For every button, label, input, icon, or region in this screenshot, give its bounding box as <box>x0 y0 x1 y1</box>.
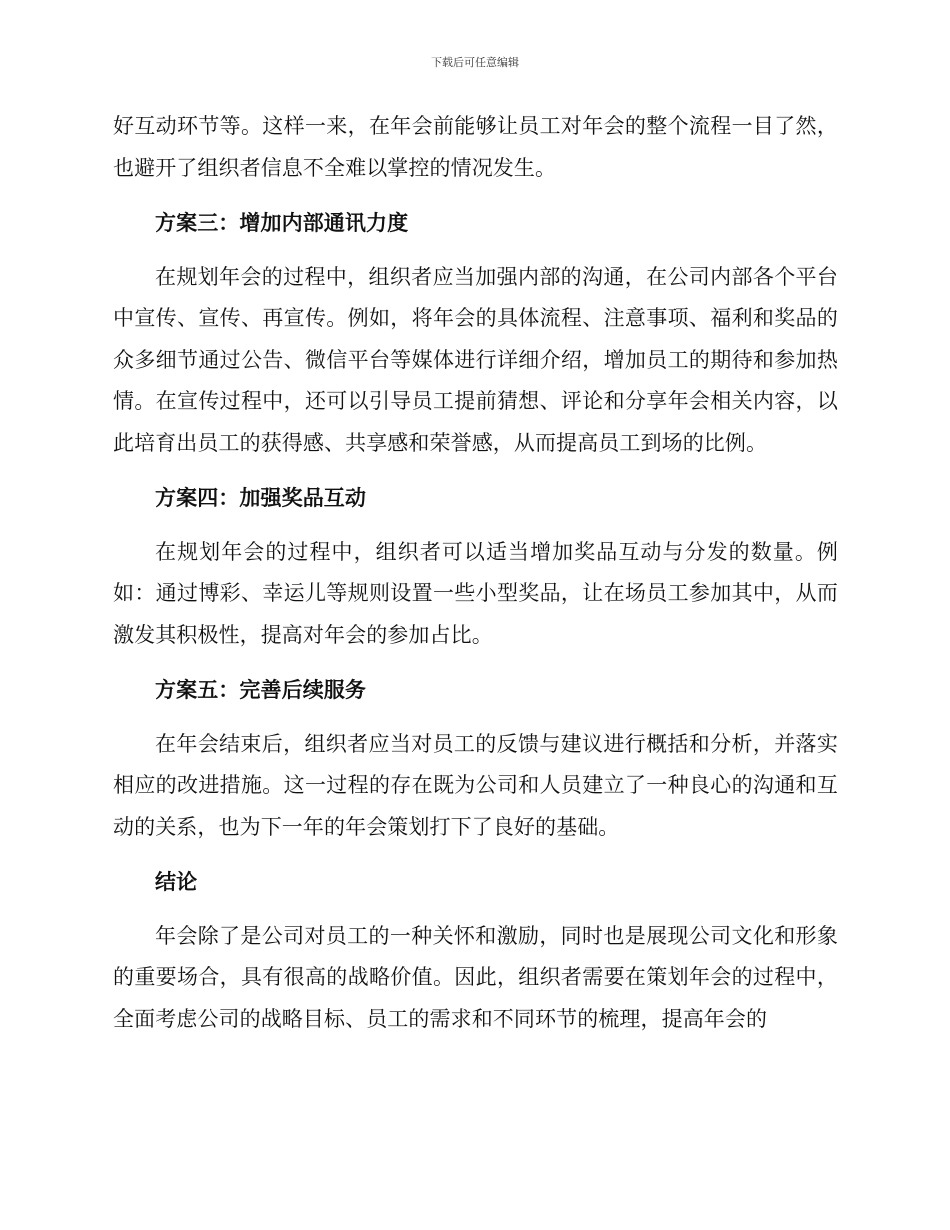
section-heading-plan-3: 方案三：增加内部通讯力度 <box>155 210 409 235</box>
paragraph-plan-5: 在年会结束后，组织者应当对员工的反馈与建议进行概括和分析，并落实相应的改进措施。这一过程的存在既为公司和人员建立了一种良心的沟通和互动的关系，也为下一年的年会策划打下了良好的基础。 <box>113 731 838 839</box>
section-heading-conclusion: 结论 <box>155 869 198 894</box>
section-heading-plan-5: 方案五：完善后续服务 <box>155 677 366 702</box>
paragraph-plan-4: 在规划年会的过程中，组织者可以适当增加奖品互动与分发的数量。例如：通过博彩、幸运儿等规则设置一些小型奖品，让在场员工参加其中，从而激发其积极性，提高对年会的参加占比。 <box>113 539 838 647</box>
continued-paragraph: 好互动环节等。这样一来，在年会前能够让员工对年会的整个流程一目了然，也避开了组织者信息不全难以掌控的情况发生。 <box>113 114 838 180</box>
page-header-note: 下载后可任意编辑 <box>431 56 519 69</box>
document-body <box>113 106 838 1053</box>
paragraph-plan-3: 在规划年会的过程中，组织者应当加强内部的沟通，在公司内部各个平台中宣传、宣传、再宣传。例如，将年会的具体流程、注意事项、福利和奖品的众多细节通过公告、微信平台等媒体进行详细介绍，增加员工的期待和参加热情。在宣传过程中，还可以引导员工提前猜想、评论和分享年会相关内容，以此培育出员工的获得感、共享感和荣誉感，从而提高员工到场的比例。 <box>113 264 838 455</box>
paragraph-conclusion: 年会除了是公司对员工的一种关怀和激励，同时也是展现公司文化和形象的重要场合，具有很高的战略价值。因此，组织者需要在策划年会的过程中，全面考虑公司的战略目标、员工的需求和不同环节的梳理，提高年会的 <box>113 923 838 1031</box>
section-heading-plan-4: 方案四：加强奖品互动 <box>155 485 366 510</box>
